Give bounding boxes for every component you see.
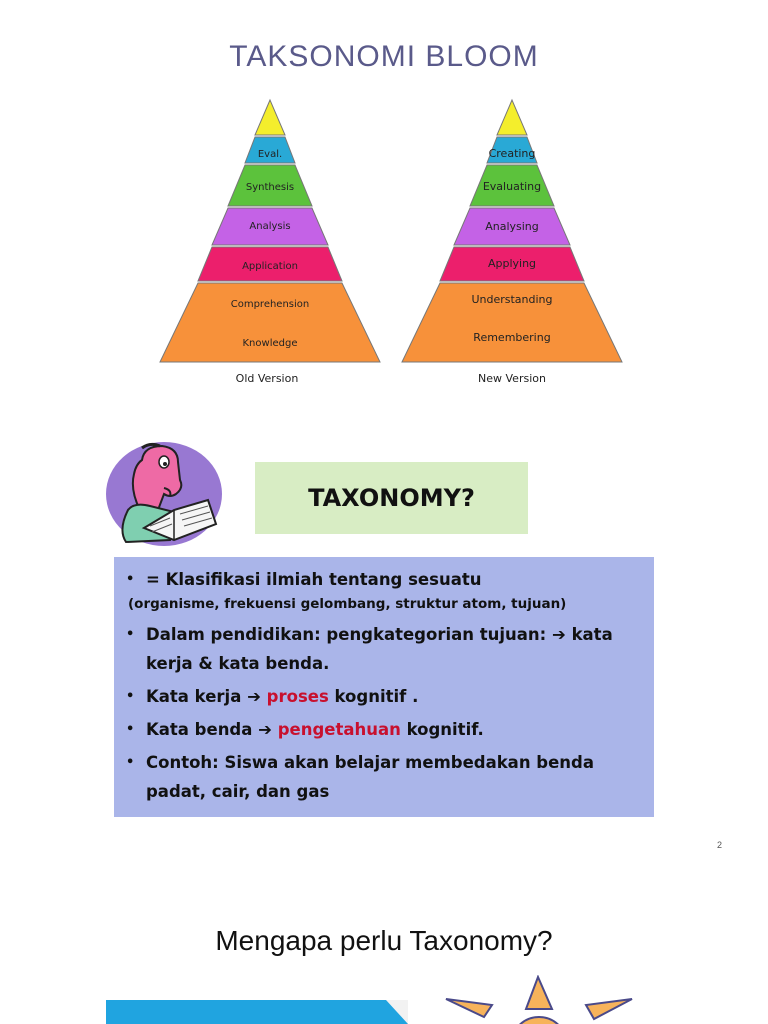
- old-level-6: [160, 283, 380, 362]
- new-version-caption: New Version: [478, 372, 546, 385]
- new-level-1-label: Creating: [488, 147, 536, 160]
- definition-box: [114, 557, 654, 817]
- old-level-3-label: Analysis: [249, 221, 291, 232]
- bullet-education: • Dalam pendidikan: pengkategorian tujuan: ➔ kata kerja & kata benda.: [126, 625, 613, 673]
- bullet-example: • Contoh: Siswa akan belajar membedakan benda padat, cair, dan gas: [126, 753, 594, 801]
- page-number: 2: [717, 840, 723, 850]
- bullet-noun: • Kata benda ➔ pengetahuan kognitif.: [126, 720, 484, 739]
- new-level-2-label: Evaluating: [482, 180, 542, 193]
- old-level-1-label: Eval.: [257, 149, 283, 160]
- reading-person-icon: [104, 440, 224, 548]
- new-version-pyramid: [397, 95, 627, 395]
- bullet-verb: • Kata kerja ➔ proses kognitif .: [126, 687, 419, 706]
- new-level-5-label: Understanding: [471, 293, 553, 306]
- old-version-caption: Old Version: [235, 372, 299, 385]
- old-level-6-label: Knowledge: [242, 338, 298, 349]
- slide-title: TAKSONOMI BLOOM: [229, 40, 539, 73]
- banner-fold: [386, 1000, 408, 1024]
- old-level-4-label: Application: [242, 261, 298, 272]
- next-slide-title: Mengapa perlu Taxonomy?: [215, 925, 553, 956]
- bullet-definition: • = Klasifikasi ilmiah tentang sesuatu: [126, 570, 482, 589]
- blue-banner: [106, 1000, 408, 1024]
- definition-examples: (organisme, frekuensi gelombang, struktur atom, tujuan): [128, 596, 567, 612]
- old-level-2-label: Synthesis: [245, 182, 295, 193]
- old-level-1: [255, 100, 285, 135]
- old-version-pyramid: [155, 95, 385, 395]
- new-level-4-label: Applying: [487, 257, 537, 270]
- highlight-pengetahuan: pengetahuan: [277, 720, 401, 739]
- old-level-5-label: Comprehension: [230, 299, 310, 310]
- new-level-3-label: Analysing: [485, 220, 539, 233]
- new-level-1: [497, 100, 527, 135]
- highlight-proses: proses: [266, 687, 329, 706]
- taxonomy-heading-box: [255, 462, 528, 534]
- taxonomy-heading: TAXONOMY?: [308, 484, 475, 512]
- sun-icon: [440, 975, 640, 1024]
- new-level-6-label: Remembering: [473, 331, 551, 344]
